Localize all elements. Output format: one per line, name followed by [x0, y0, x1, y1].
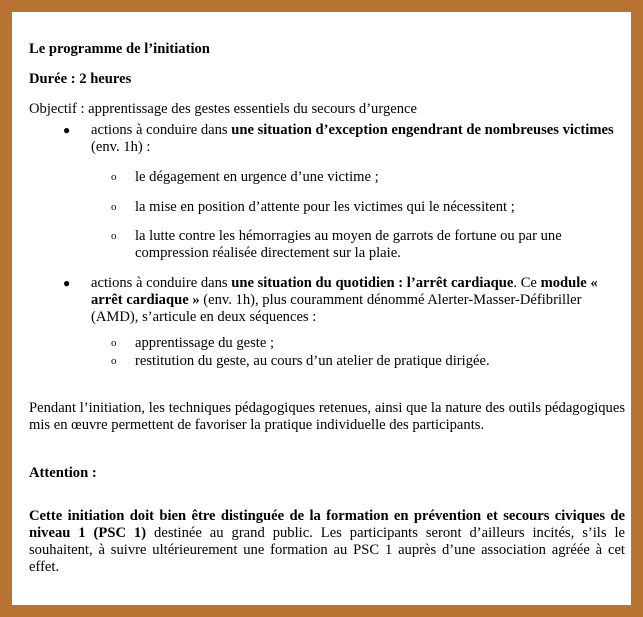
sub-bullet-icon: o: [111, 230, 117, 242]
sub-bullet-icon: o: [111, 201, 117, 213]
sub-item-text: la mise en position d’attente pour les victimes qui le nécessitent ;: [135, 199, 515, 215]
pedagogy-paragraph: Pendant l’initiation, les techniques pédagogiques retenues, ainsi que la nature des outils pédagogiques mis en œuvre permettent de favoriser la pratique individuelle des participants.: [29, 399, 625, 433]
sub-item-text: le dégagement en urgence d’une victime ;: [135, 169, 379, 185]
program-title: Le programme de l’initiation: [29, 41, 210, 57]
bullet-icon: ●: [63, 276, 71, 290]
duration-heading: Durée : 2 heures: [29, 71, 132, 87]
sub-item-text: la lutte contre les hémorragies au moyen de garrots de fortune ou par une compression réalisée directement sur la plaie.: [135, 228, 562, 261]
attention-paragraph: Cette initiation doit bien être distinguée de la formation en prévention et secours civiques de niveau 1 (PSC 1) destinée au grand public. Les participants seront d’ailleurs incités, s’ils le souhaitent, à suivre ultérieurement une formation au PSC 1 auprès d’une association agréée à cet effet.: [29, 507, 626, 575]
bullet-icon: ●: [63, 123, 71, 137]
objective-text: Objectif : apprentissage des gestes essentiels du secours d’urgence: [29, 101, 417, 117]
sub-item-text: apprentissage du geste ;: [135, 335, 275, 351]
bullet-text: actions à conduire dans une situation d’exception engendrant de nombreuses victimes (env. 1h) :: [91, 122, 614, 155]
sub-item-text: restitution du geste, au cours d’un atelier de pratique dirigée.: [135, 353, 490, 369]
sub-bullet-icon: o: [111, 171, 117, 183]
sub-bullet-icon: o: [111, 355, 117, 367]
sub-bullet-icon: o: [111, 337, 117, 349]
attention-heading: Attention :: [29, 465, 97, 481]
bullet-text: actions à conduire dans une situation du quotidien : l’arrêt cardiaque. Ce module « arrêt cardiaque » (env. 1h), plus couramment dénommé Alerter-Masser-Défibriller (AMD), s’articule en deux séquences :: [91, 275, 598, 325]
